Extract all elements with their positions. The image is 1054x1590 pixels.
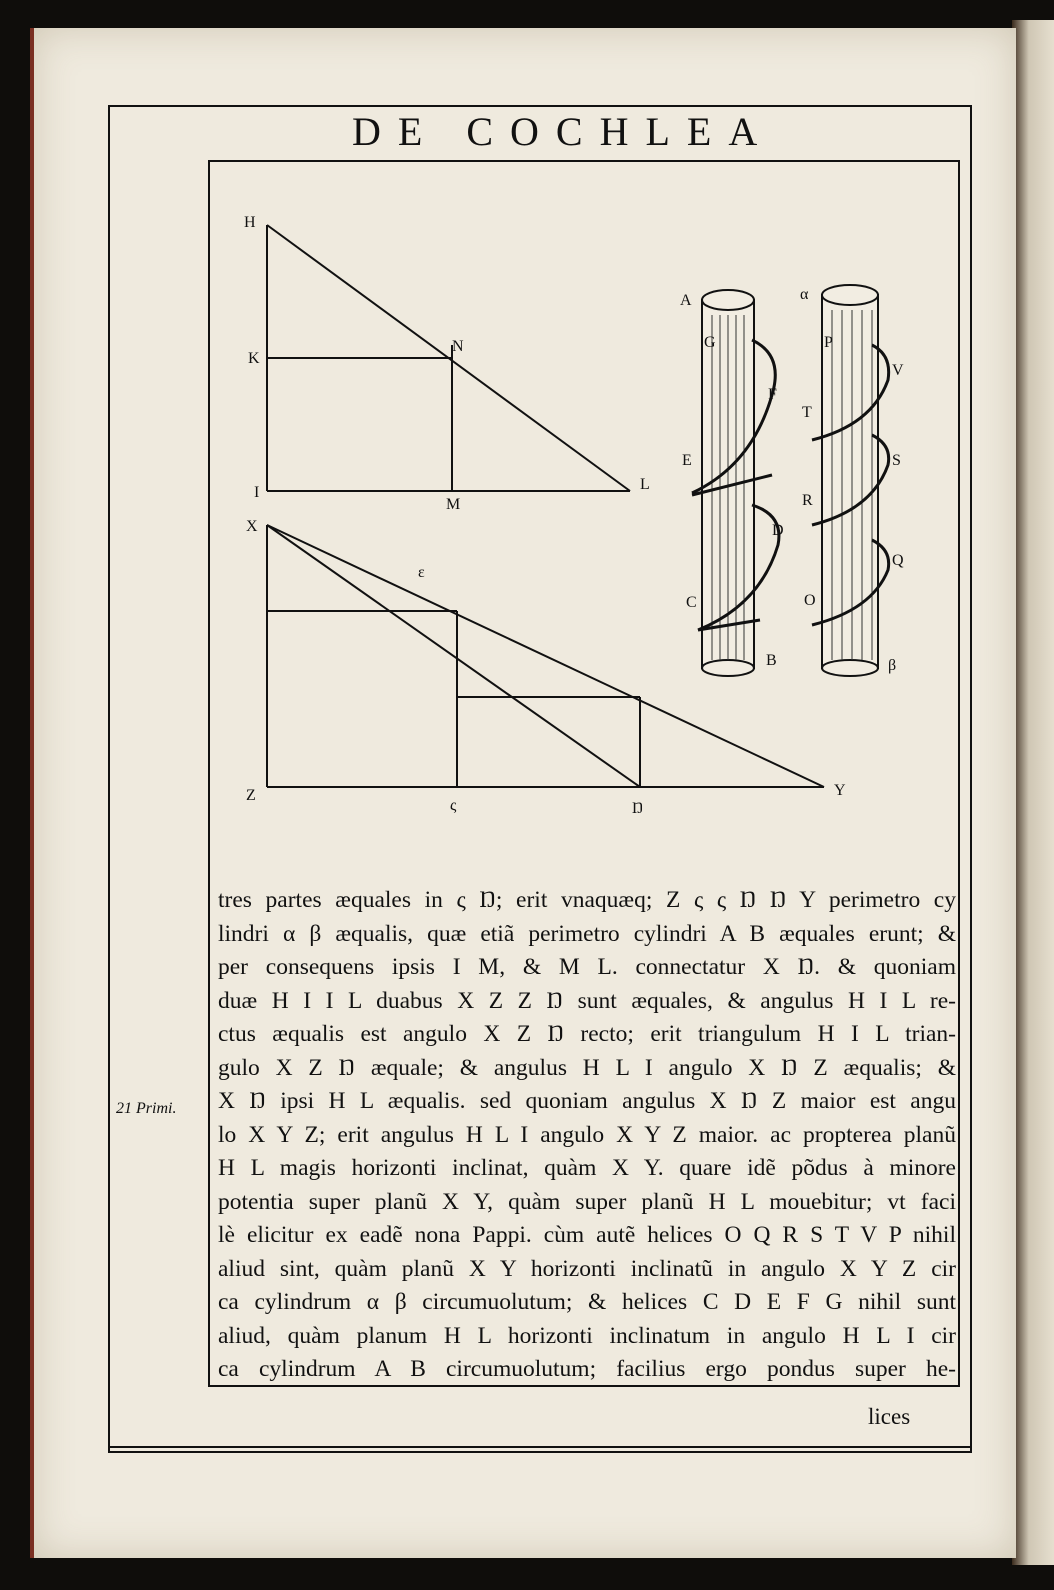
label-alpha: α <box>800 286 809 303</box>
body-line: X Ŋ ipsi H L æqualis. sed quoniam angulus X Ŋ Z maior est angu <box>218 1088 956 1114</box>
body-line: ca cylindrum A B circumuolutum; facilius ergo pondus super he- <box>218 1356 956 1382</box>
body-line: gulo X Z Ŋ æquale; & angulus H L I angulo X Ŋ Z æqualis; & <box>218 1054 956 1081</box>
label-h: H <box>244 214 256 231</box>
label-i: I <box>254 484 260 501</box>
line-x-sigma <box>267 525 640 787</box>
body-line: ctus æqualis est angulo X Z Ŋ recto; erit triangulum H I L trian- <box>218 1021 956 1047</box>
body-line: per consequens ipsis I M, & M L. connectatur X Ŋ. & quoniam <box>218 954 956 980</box>
body-line: lo X Y Z; erit angulus H L I angulo X Y Z maior. ac propterea planũ <box>218 1121 956 1148</box>
label-n: N <box>452 338 464 355</box>
header-rule <box>208 160 960 162</box>
body-line: lè elicitur ex eadẽ nona Pappi. cùm autẽ helices O Q R S T V P nihil <box>218 1222 956 1248</box>
body-line: lindri α β æqualis, quæ etiã perimetro cylindri A B æquales erunt; & <box>218 920 956 947</box>
label-z: Z <box>246 787 256 804</box>
inner-right-rule <box>958 160 960 1385</box>
label-l: L <box>640 476 650 493</box>
woodcut-figure <box>212 165 956 825</box>
label-q: Q <box>892 552 904 569</box>
running-head: DE COCHLEA <box>352 109 775 154</box>
label-v: V <box>892 362 904 379</box>
label-eng: Ŋ <box>632 800 644 817</box>
label-a: A <box>680 292 692 309</box>
catchword: lices <box>868 1404 911 1429</box>
label-beta: β <box>888 657 897 674</box>
label-k: K <box>248 350 260 367</box>
body-line: duæ H I I L duabus X Z Z Ŋ sunt æquales, & angulus H I L re- <box>218 987 956 1014</box>
label-f: F <box>768 386 777 403</box>
label-s: S <box>892 452 901 469</box>
label-m: M <box>446 496 461 513</box>
body-line: aliud sint, quàm planũ X Y horizonti inclinatũ in angulo X Y Z cir <box>218 1255 956 1282</box>
label-g: G <box>704 334 716 351</box>
body-line: potentia super planũ X Y, quàm super planũ H L mouebitur; vt faci <box>218 1188 956 1215</box>
label-x: X <box>246 518 258 535</box>
body-line: ca cylindrum α β circumuolutum; & helices C D E F G nihil sunt <box>218 1289 956 1315</box>
label-r: R <box>802 492 813 509</box>
body-line: aliud, quàm planum H L horizonti inclinatum in angulo H L I cir <box>218 1322 956 1349</box>
outer-bottom-rule <box>108 1446 970 1448</box>
label-sigma: ς <box>450 797 457 814</box>
label-p: P <box>824 334 833 351</box>
label-b: B <box>766 652 777 669</box>
label-c: C <box>686 594 697 611</box>
label-y: Y <box>834 782 846 799</box>
body-line: tres partes æquales in ς Ŋ; erit vnaquæq; Z ς ς Ŋ Ŋ Y perimetro cy <box>218 887 956 913</box>
next-page-edge <box>1012 20 1054 1565</box>
label-epsilon: ε <box>418 564 425 581</box>
label-o: O <box>804 592 816 609</box>
margin-note: 21 Primi. <box>116 1100 177 1117</box>
label-e: E <box>682 452 692 469</box>
body-line: H L magis horizonti inclinat, quàm X Y. quare idẽ põdus à minore <box>218 1155 956 1181</box>
label-t: T <box>802 404 812 421</box>
label-d: D <box>772 522 784 539</box>
body-text <box>218 884 956 1387</box>
inner-left-rule <box>208 160 210 1385</box>
